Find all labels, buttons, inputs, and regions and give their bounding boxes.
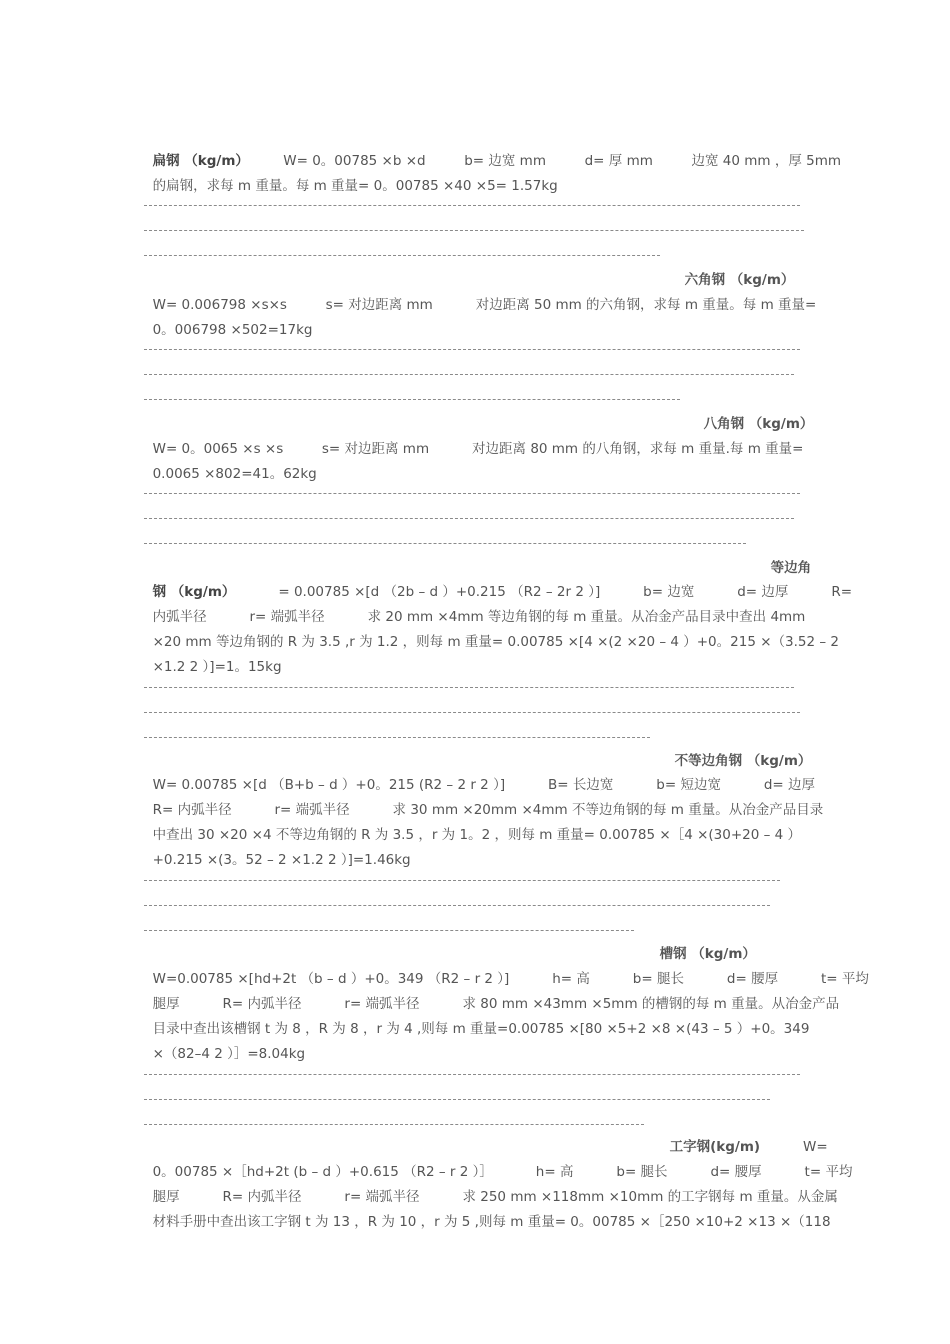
oct-steel-formula: W= 0。0065 ×s ×s s= 对边距离 mm 对边距离 80 mm 的八角钢，求每 m 重量.每 m 重量= (152, 441, 804, 457)
equal-angle-formula: = 0.00785 ×[d （2b – d ）+0.215 （R2 – 2r 2 ）] b= 边宽 d= 边厚 R= (235, 584, 853, 600)
unequal-angle-calc-line (144, 798, 802, 843)
ibeam-calc-line (144, 1185, 831, 1230)
channel-desc-line (144, 967, 840, 1012)
separator-dashes (144, 399, 680, 400)
unequal-angle-result-line (144, 823, 411, 868)
channel-desc: 腿厚 R= 内弧半径 r= 端弧半径 求 80 mm ×43mm ×5mm 的槽钢的每 m 重量。从冶金产品 (152, 996, 840, 1012)
channel-result-line (144, 1017, 306, 1062)
unequal-angle-heading-line (666, 724, 812, 769)
separator-dashes (144, 930, 634, 931)
separator-dashes (144, 737, 650, 738)
hex-steel-heading: 六角钢 （kg/m） (684, 272, 795, 288)
unequal-angle-heading: 不等边角钢 （kg/m） (674, 753, 812, 769)
equal-angle-heading-cont: 钢 （kg/m） (152, 584, 236, 600)
channel-heading-line (651, 917, 756, 962)
ibeam-desc-line (144, 1160, 838, 1205)
separator-dashes (144, 1124, 644, 1125)
channel-calc: 目录中查出该槽钢 t 为 8 ，R 为 8 ，r 为 4 ,则每 m 重量=0.00785 ×[80 ×5+2 ×8 ×(43 – 5 ）+0。349 (152, 1021, 810, 1037)
ibeam-desc: 腿厚 R= 内弧半径 r= 端弧半径 求 250 mm ×118mm ×10mm 的工字钢每 m 重量。从金属 (152, 1189, 838, 1205)
unequal-angle-result: +0.215 ×(3。52 – 2 ×1.2 2 ）]=1.46kg (152, 852, 411, 868)
oct-steel-result-line (144, 437, 317, 482)
equal-angle-result-line (144, 630, 282, 675)
equal-angle-formula-line (144, 555, 853, 600)
channel-calc-line (144, 992, 810, 1037)
unequal-angle-formula: W= 0.00785 ×[d （B+b – d ）+0。215 (R2 – 2 r 2 ）] B= 长边宽 b= 短边宽 d= 边厚 (152, 777, 816, 793)
separator-dashes (144, 687, 794, 688)
channel-formula-line (144, 942, 869, 987)
separator-dashes (144, 205, 800, 206)
separator-dashes (144, 712, 800, 713)
equal-angle-heading: 等边角 (770, 560, 812, 576)
oct-steel-formula-line (144, 412, 804, 457)
ibeam-calc: 材料手册中查出该工字钢 t 为 13 ，R 为 10 ，r 为 5 ,则每 m 重量= 0。00785 ×［250 ×10+2 ×13 ×（118 (152, 1214, 831, 1230)
flat-steel-example-text: 的扁钢，求每 m 重量。每 m 重量= 0。00785 ×40 ×5= 1.57kg (152, 178, 558, 194)
ibeam-formula-start: W= (760, 1139, 828, 1155)
ibeam-formula: 0。00785 ×［hd+2t (b – d ）+0.615 （R2 – r 2 ）］ h= 高 b= 腿长 d= 腰厚 t= 平均 (152, 1164, 853, 1180)
oct-steel-result: 0.0065 ×802=41。62kg (152, 466, 317, 482)
separator-dashes (144, 1074, 800, 1075)
channel-result: ×（82–4 2 ）］=8.04kg (152, 1046, 306, 1062)
equal-angle-calc-line (144, 605, 839, 650)
channel-formula: W=0.00785 ×[hd+2t （b – d ）+0。349 （R2 – r 2 ）] h= 高 b= 腿长 d= 腰厚 t= 平均 (152, 971, 869, 987)
separator-dashes (144, 518, 794, 519)
separator-dashes (144, 349, 800, 350)
separator-dashes (144, 374, 794, 375)
unequal-angle-calc: 中查出 30 ×20 ×4 不等边角钢的 R 为 3.5 ，r 为 1。2 ，则每 m 重量= 0.00785 ×［4 ×(30+20 – 4 ） (152, 827, 802, 843)
equal-angle-result: ×1.2 2 ）]=1。15kg (152, 659, 282, 675)
equal-angle-desc-line (144, 580, 806, 625)
equal-angle-calc: ×20 mm 等边角钢的 R 为 3.5 ,r 为 1.2 ，则每 m 重量= 0.00785 ×[4 ×(2 ×20 – 4 ）+0。215 ×（3.52 – 2 (152, 634, 839, 650)
separator-dashes (144, 493, 800, 494)
hex-steel-formula: W= 0.006798 ×s×s s= 对边距离 mm 对边距离 50 mm 的六角钢，求每 m 重量。每 m 重量= (152, 297, 817, 313)
equal-angle-heading-line (762, 531, 812, 576)
separator-dashes (144, 255, 660, 256)
separator-dashes (144, 543, 746, 544)
separator-dashes (144, 880, 780, 881)
separator-dashes (144, 230, 804, 231)
unequal-angle-formula-line (144, 748, 816, 793)
unequal-angle-desc: R= 内弧半径 r= 端弧半径 求 30 mm ×20mm ×4mm 不等边角钢的每 m 重量。从冶金产品目录 (152, 802, 824, 818)
equal-angle-desc: 内弧半径 r= 端弧半径 求 20 mm ×4mm 等边角钢的每 m 重量。从冶金产品目录中查出 4mm (152, 609, 806, 625)
ibeam-formula-line (144, 1135, 853, 1180)
flat-steel-formula: W= 0。00785 ×b ×d b= 边宽 mm d= 厚 mm 边宽 40 mm ，厚 5mm (248, 153, 842, 169)
ibeam-heading-line (661, 1110, 828, 1155)
oct-steel-heading: 八角钢 （kg/m） (703, 416, 814, 432)
unequal-angle-desc-line (144, 773, 824, 818)
separator-dashes (144, 905, 770, 906)
separator-dashes (144, 1099, 770, 1100)
hex-steel-formula-line (144, 268, 817, 313)
ibeam-heading: 工字钢(kg/m) (669, 1139, 761, 1155)
channel-heading: 槽钢 （kg/m） (659, 946, 756, 962)
hex-steel-result-line (144, 293, 313, 338)
oct-steel-heading-line (695, 387, 814, 432)
flat-steel-example (144, 149, 558, 194)
flat-steel-formula-line (144, 124, 842, 169)
hex-steel-heading-line (676, 243, 795, 288)
hex-steel-result: 0。006798 ×502=17kg (152, 322, 313, 338)
flat-steel-heading: 扁钢 （kg/m） (152, 153, 249, 169)
